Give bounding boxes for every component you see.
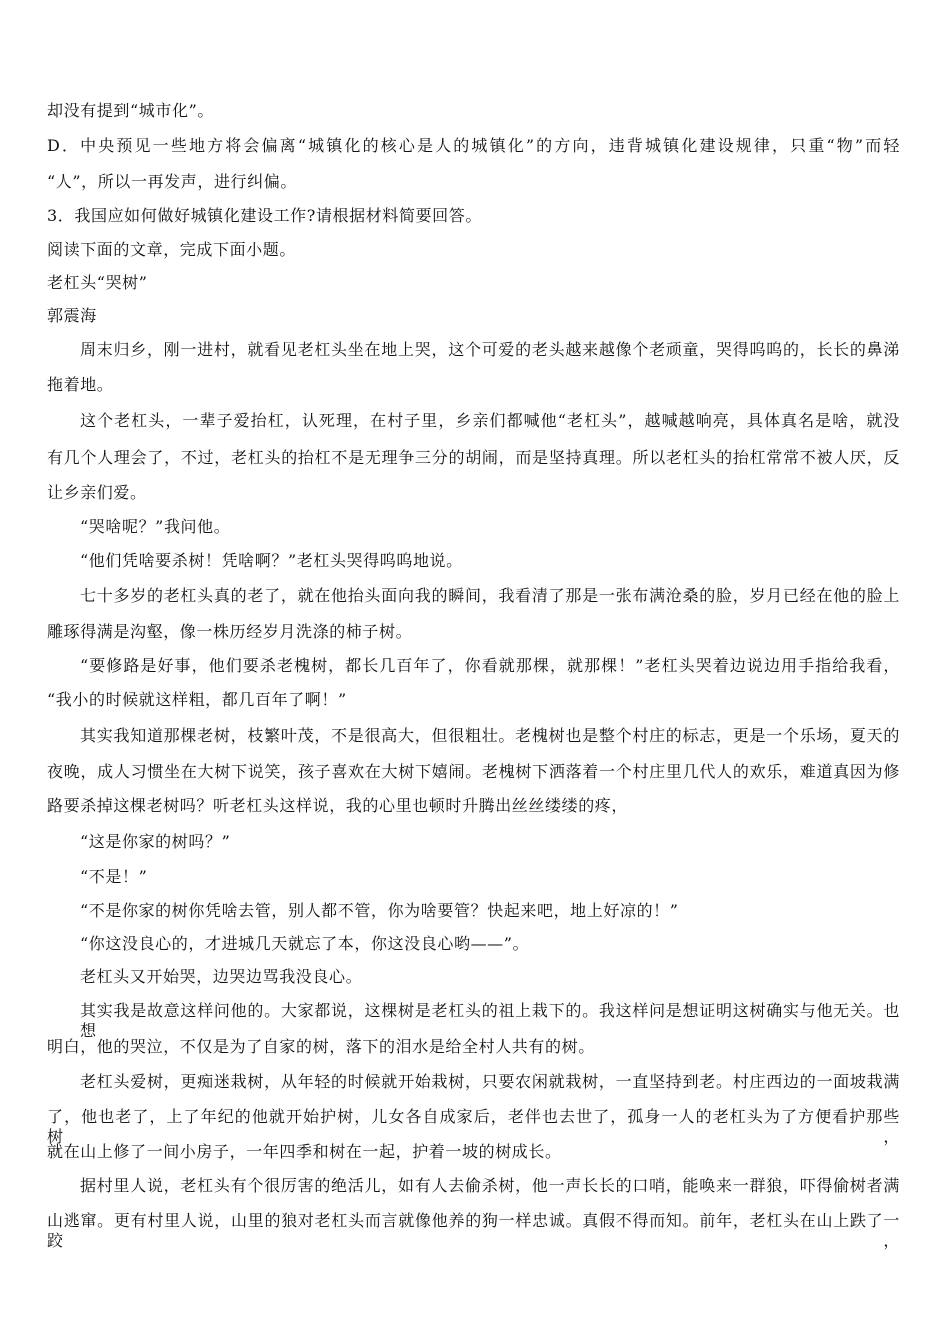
text-line: “不是你家的树你凭啥去管，别人都不管，你为啥要管？快起来吧，地上好凉的！” (80, 901, 679, 920)
text-line: “要修路是好事，他们要杀老槐树，都长几百年了，你看就那棵，就那棵！”老杠头哭着边说边用手指给我看， (80, 656, 900, 675)
text-line: 夜晚，成人习惯坐在大树下说笑，孩子喜欢在大树下嬉闹。老槐树下洒落着一个村庄里几代人的欢乐，难道真因为修 (47, 762, 900, 781)
text-line: 让乡亲们爱。 (47, 483, 147, 502)
text-line: “人”，所以一再发声，进行纠偏。 (47, 172, 297, 191)
text-line: 据村里人说，老杠头有个很厉害的绝活儿，如有人去偷杀树，他一声长长的口哨，能唤来一群狼，吓得偷树者满 (80, 1176, 900, 1195)
text-line: “你这没良心的，才进城几天就忘了本，你这没良心哟——”。 (80, 934, 530, 953)
text-line: 周末归乡，刚一进村，就看见老杠头坐在地上哭，这个可爱的老头越来越像个老顽童，哭得呜呜的，长长的鼻涕 (80, 340, 900, 359)
text-line: 有几个人理会了，不过，老杠头的抬杠不是无理争三分的胡闹，而是坚持真理。所以老杠头的抬杠常常不被人厌，反 (47, 448, 900, 467)
text-line: 老杠头又开始哭，边哭边骂我没良心。 (80, 967, 363, 986)
text-line: 这个老杠头，一辈子爱抬杠，认死理，在村子里，乡亲们都喊他“老杠头”，越喊越响亮，具体真名是啥，就没 (80, 411, 900, 430)
text-line: 老杠头“哭树” (47, 273, 148, 292)
text-line: 了，他也老了，上了年纪的他就开始护树，儿女各自成家后，老伴也去世了，孤身一人的老杠头为了方便看护那些树， (47, 1107, 900, 1146)
text-line: 山逃窜。更有村里人说，山里的狼对老杠头而言就像他养的狗一样忠诚。真假不得而知。前年，老杠头在山上跌了一跤， (47, 1211, 900, 1250)
text-line: “哭啥呢？”我问他。 (80, 517, 231, 536)
text-line: 明白，他的哭泣，不仅是为了自家的树，落下的泪水是给全村人共有的树。 (47, 1037, 595, 1056)
text-line: 3．我国应如何做好城镇化建设工作?请根据材料简要回答。 (47, 206, 482, 225)
text-line: D．中央预见一些地方将会偏离“城镇化的核心是人的城镇化”的方向，违背城镇化建设规律，只重“物”而轻 (47, 136, 900, 155)
text-line: 其实我是故意这样问他的。大家都说，这棵树是老杠头的祖上栽下的。我这样问是想证明这树确实与他无关。也想 (80, 1001, 900, 1040)
text-line: 其实我知道那棵老树，枝繁叶茂，不是很高大，但很粗壮。老槐树也是整个村庄的标志，更是一个乐场，夏天的 (80, 726, 900, 745)
text-line: 却没有提到“城市化”。 (47, 101, 214, 120)
text-line: 就在山上修了一间小房子，一年四季和树在一起，护着一坡的树成长。 (47, 1142, 562, 1161)
text-line: “我小的时候就这样粗，都几百年了啊！” (47, 690, 347, 709)
text-line: 老杠头爱树，更痴迷栽树，从年轻的时候就开始栽树，只要农闲就栽树，一直坚持到老。村庄西边的一面坡栽满 (80, 1072, 900, 1091)
text-line: 拖着地。 (47, 375, 114, 394)
text-line: 郭震海 (47, 306, 97, 325)
text-line: 雕琢得满是沟壑，像一株历经岁月洗涤的柿子树。 (47, 622, 413, 641)
text-line: “他们凭啥要杀树！凭啥啊？”老杠头哭得呜呜地说。 (80, 551, 463, 570)
text-line: “不是！” (80, 867, 148, 886)
text-line: 七十多岁的老杠头真的老了，就在他抬头面向我的瞬间，我看清了那是一张布满沧桑的脸，岁月已经在他的脸上 (80, 586, 900, 605)
text-line: 阅读下面的文章，完成下面小题。 (47, 240, 297, 259)
text-line: 路要杀掉这棵老树吗？听老杠头这样说，我的心里也顿时升腾出丝丝缕缕的疼， (47, 796, 629, 815)
text-line: “这是你家的树吗？” (80, 832, 231, 851)
